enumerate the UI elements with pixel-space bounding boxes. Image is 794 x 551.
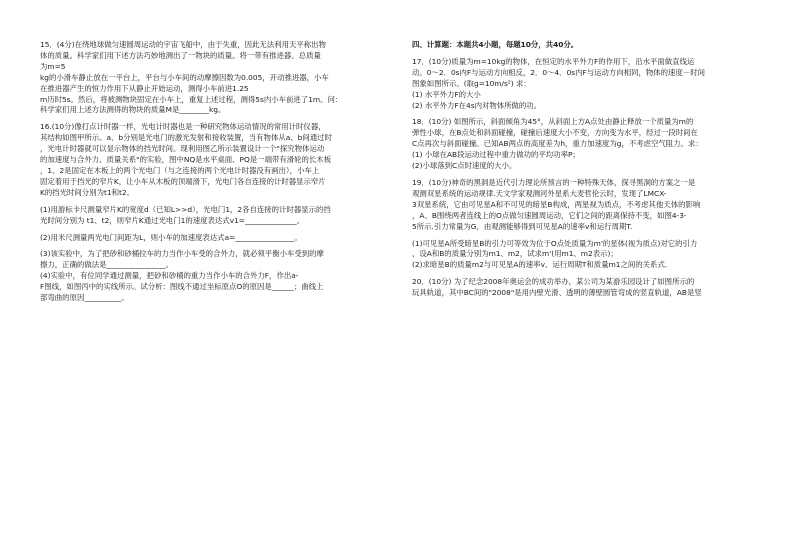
q18-line: (1) 小球在AB段运动过程中重力做功的平均功率P；	[412, 150, 580, 160]
q17-line: 17．(10分)质量为m=10kg的物体，在恒定的水平外力F的作用下，沿水平面做直线运	[412, 56, 695, 66]
q16-line: (4)实验中，有位同学通过测量，把砂和砂桶的重力当作小车的合外力F，作出a-	[40, 271, 299, 281]
q15-line: 体的质量。科学家们用下述方法巧妙地测出了一物块的质量。将一带有推进器、总质量	[40, 50, 321, 60]
q16-line: ，光电计时器就可以显示物体的挡光时间。现利用图乙所示装置设计一个"探究物体运动	[40, 144, 325, 154]
q16-line: 的加速度与合外力、质量关系"的实验，图中NQ是水平桌面、PQ是一端带有滑轮的长木板	[40, 155, 332, 165]
q19-line: (1)可见星A所受暗星B的引力可等效为位于O点处质量为m'的星体(视为质点)对它的引力	[412, 238, 698, 248]
q19-line: ，A、B围绕两者连线上的O点做匀速圆周运动，它们之间的距离保持不变，如图4-3-	[412, 210, 687, 220]
q16-line: (3)该实验中，为了把砂和砂桶拉车的力当作小车受的合外力，就必须平衡小车受到的摩	[40, 249, 324, 259]
q16-line: 其结构如图甲所示。a、b分别是光电门的激光发射和接收装置，当有物体从a、b间通过时	[40, 133, 332, 143]
q15-line: 为m=5	[40, 61, 66, 71]
question-19	[412, 178, 762, 271]
q16-line: ，1、2是固定在木板上的两个光电门（与之连接的两个光电计时器没有画出），小车上	[40, 165, 320, 175]
q16-line: 光时间分别为 t1、t2，则窄片K通过光电门1的速度表达式v1=______________。	[40, 215, 305, 225]
q15-line: m历时5s。然后，将被测物块固定在小车上，重复上述过程，测得5s内小车前进了1m。问：	[40, 94, 343, 104]
section-title: 四、计算题：本题共4小题，每题10分，共40分。	[412, 40, 579, 49]
q19-line: (2)求暗星B的质量m2与可见星A的速率v、运行周期T和质量m1之间的关系式.	[412, 260, 668, 270]
q19-line: 19．(10分)神奇的黑洞是近代引力理论所预言的一种特殊天体，探寻黑洞的方案之一是	[412, 177, 696, 187]
q17-line: 图象如图所示。(取g=10m/s²) 求：	[412, 78, 531, 88]
q18-line: (2)小球落到C点时速度的大小。	[412, 161, 517, 171]
q15-line: 15．(4分)在绕地球做匀速圆周运动的宇宙飞船中，由于失重，因此无法利用天平称出物	[40, 40, 326, 49]
q17-line: 动。0～2．0s内F与运动方向相反，2．0～4．0s内F与运动方向相同，物体的速度－时间	[412, 67, 706, 77]
q18-line: C点再次与斜面碰撞。已知AB两点的高度差为h，重力加速度为g，不考虑空气阻力。求：	[412, 139, 703, 149]
q16-line: 固定着用于挡光的窄片K，让小车从木板的顶端滑下，光电门各自连接的计时器显示窄片	[40, 176, 326, 186]
question-20	[412, 277, 762, 299]
q16-line: 擦力，正确的做法是________________。	[40, 260, 174, 270]
q19-line: ，设A和B的质量分别为m1、m2，试求m'(用m1、m2表示)；	[412, 249, 618, 259]
question-16	[40, 122, 395, 304]
q19-line: 3双星系统，它由可见星A和不可见的暗星B构成，两星视为质点，不考虑其他天体的影响	[412, 199, 701, 209]
q16-line: 16.(10分)像打点计时器一样，光电计时器也是一种研究物体运动情况的常用计时仪器，	[40, 122, 326, 132]
q18-line: 弹性小球，在B点处和斜面碰撞，碰撞后速度大小不变，方向变为水平，经过一段时间在	[412, 128, 698, 138]
right-column	[412, 40, 762, 299]
q16-line: (2)用米尺测量两光电门间距为L，则小车的加速度表达式a=________________。	[40, 232, 302, 242]
question-18	[412, 117, 762, 172]
q15-line: 在推进器产生的恒力作用下从静止开始运动，测得小车前进1.25	[40, 83, 249, 93]
q16-line: 部弯曲的原因__________。	[40, 293, 129, 303]
q15-line: kg的小滑车静止放在一平台上，平台与小车间的动摩擦因数为0.005，开动推进器，小车	[40, 72, 329, 82]
q17-line: (2) 水平外力F在4s内对物体所做的功。	[412, 100, 542, 110]
q15-line: 科学家们用上述方法测得的物块的质量M是________kg。	[40, 105, 226, 115]
q18-line: 18．(10分) 如图所示，斜面倾角为45°，从斜面上方A点处由静止释放一个质量为m的	[412, 117, 694, 127]
q16-line: K的挡光时间分别为t1和t2。	[40, 187, 134, 197]
q17-line: (1) 水平外力F的大小	[412, 89, 481, 99]
q20-line: 玩具轨道，其中BC间的"2008"是用内壁光滑、透明的薄壁圆管弯成的竖直轨道，AB是竖	[412, 288, 702, 298]
question-17	[412, 57, 762, 112]
left-column	[40, 40, 395, 304]
question-15	[40, 40, 395, 116]
q19-line: 5所示.引力常量为G，由观测能够得到可见星A的速率v和运行周期T.	[412, 221, 633, 231]
q20-line: 20．(10分) 为了纪念2008年奥运会的成功举办，某公司为某游乐园设计了如图所示的	[412, 277, 695, 287]
q16-line: (1)用游标卡尺测量窄片K的宽度d（已知L>>d），光电门1，2各自连接的计时器显示的挡	[40, 204, 331, 214]
q16-line: F图线，如图丙中的实线所示。试分析：图线不通过坐标原点O的原因是______；曲线上	[40, 282, 324, 292]
q19-line: 观测双星系统的运动规律.天文学家观测河外星系大麦哲伦云时，发现了LMCX-	[412, 188, 667, 198]
